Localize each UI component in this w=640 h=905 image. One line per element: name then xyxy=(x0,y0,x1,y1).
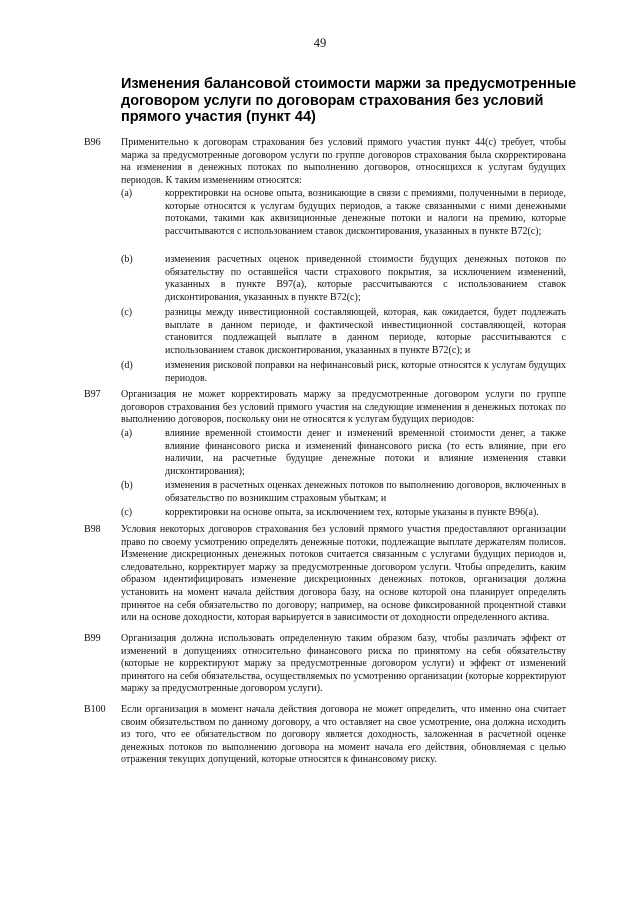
paragraph-text: Условия некоторых договоров страхования без условий прямого участия предоставляют организации право по своему усмотрению определять денежные потоки, подлежащие выплате держателям полисов. Изменение дискреционных денежных потоков считается связанным с услугами будущих периодов и, следовательно, корректирует маржу за предусмотренные договором услуги. Чтобы определить, каким образом идентифицировать изменение дискреционных денежных потоков, организация должна установить на момент начала действия договора базу, на основе которой она планирует определять принятое на себя обязательство по договору; например, на основе фиксированной процентной ставки или на основе доходности, которая варьируется в зависимости от доходности определенного актива. xyxy=(121,524,566,624)
paragraph-text: Если организация в момент начала действия договора не может определить, что именно она считает своим обязательством по данному договору, а что оставляет на свое усмотрение, она должна исходить из того, что ее обязательством по договору является доходность, заложенная в расчетной оценке денежных потоков по выполнению договора на момент начала его действия, обновляемая с целью отражения текущих допущений, которые относятся к финансовому риску. xyxy=(121,704,566,766)
item-text: влияние временной стоимости денег и изменений временной стоимости денег, а также влияние финансового риска и изменений финансового риска (то есть влияние, при его наличии, на расчетные будущие денежные потоки и влияние изменения ставки дисконтирования); xyxy=(165,428,566,477)
item-label: (a) xyxy=(121,428,133,439)
list-item xyxy=(121,307,566,357)
page-number: 49 xyxy=(313,36,327,50)
item-text: разницы между инвестиционной составляющей, которая, как ожидается, будет подлежать выплате в данном периоде, и фактической инвестиционной составляющей, которая становится подлежащей выплате в данном периоде, которые рассчитываются с использованием ставок дисконтирования, указанных в пункте B72(с); и xyxy=(165,307,566,356)
item-label: (b) xyxy=(121,254,133,265)
list-item xyxy=(121,428,566,478)
paragraph-number: B96 xyxy=(84,137,101,148)
list-item xyxy=(121,360,566,385)
item-text: корректировки на основе опыта, возникающие в связи с премиями, полученными в периоде, которые относятся к услугам будущих периодов, а также связанными с ними денежными потоками, такими как аквизиционные денежные потоки и налоги на премию, которые рассчитываются с использованием ставок дисконтирования, указанных в пункте B72(с); xyxy=(165,188,566,237)
paragraph-number: B98 xyxy=(84,524,101,535)
paragraph-b96 xyxy=(84,137,566,187)
item-label: (b) xyxy=(121,480,133,491)
item-label: (d) xyxy=(121,360,133,371)
paragraph-text: Организация не может корректировать маржу за предусмотренные договором услуги по группе договоров страхования без условий прямого участия на следующие изменения в денежных потоках по выполнению договоров, поскольку они не относятся к услугам будущих периодов: xyxy=(121,389,566,426)
paragraph-number: B100 xyxy=(84,704,106,715)
paragraph-b97 xyxy=(84,389,566,427)
list-item xyxy=(121,254,566,304)
paragraph-text: Применительно к договорам страхования без условий прямого участия пункт 44(с) требует, чтобы маржа за предусмотренные договором услуги по группе договоров страхования была скорректирована на изменения в денежных потоках по выполнению договоров, относящихся к услугам будущих периодов. К таким изменениям относятся: xyxy=(121,137,566,186)
item-text: корректировки на основе опыта, за исключением тех, которые указаны в пункте B96(a). xyxy=(165,507,539,518)
item-text: изменения расчетных оценок приведенной стоимости будущих денежных потоков по обязательству по оставшейся части страхового покрытия, за исключением изменений, указанных в пункте B97(a), которые рассчитываются с использованием ставок дисконтирования, указанных в пункте B72(с); xyxy=(165,254,566,303)
paragraph-b98 xyxy=(84,524,566,625)
section-title: Изменения балансовой стоимости маржи за предусмотренные договором услуги по договорам страхования без условий прямого участия (пункт 44) xyxy=(121,76,577,125)
list-item xyxy=(121,480,566,505)
item-label: (c) xyxy=(121,507,133,518)
list-item xyxy=(121,507,566,520)
item-text: изменения в расчетных оценках денежных потоков по выполнению договоров, включенных в обязательство по возникшим страховым убыткам; и xyxy=(165,480,566,504)
item-text: изменения рисковой поправки на нефинансовый риск, которые относятся к услугам будущих периодов. xyxy=(165,360,566,384)
paragraph-number: B97 xyxy=(84,389,101,400)
paragraph-b99 xyxy=(84,633,566,696)
item-label: (a) xyxy=(121,188,133,199)
paragraph-text: Организация должна использовать определенную таким образом базу, чтобы различать эффект от изменений в допущениях относительно финансового риска по принятому на себя обязательству (которые не корректируют маржу за предусмотренные договором услуги) и эффект от изменений принятого на себя обязательства, осуществляемых по усмотрению организации (которые корректируют маржу за предусмотренные договором услуги). xyxy=(121,633,566,695)
list-item xyxy=(121,188,566,238)
item-label: (c) xyxy=(121,307,133,318)
paragraph-number: B99 xyxy=(84,633,101,644)
paragraph-b100 xyxy=(84,704,566,767)
